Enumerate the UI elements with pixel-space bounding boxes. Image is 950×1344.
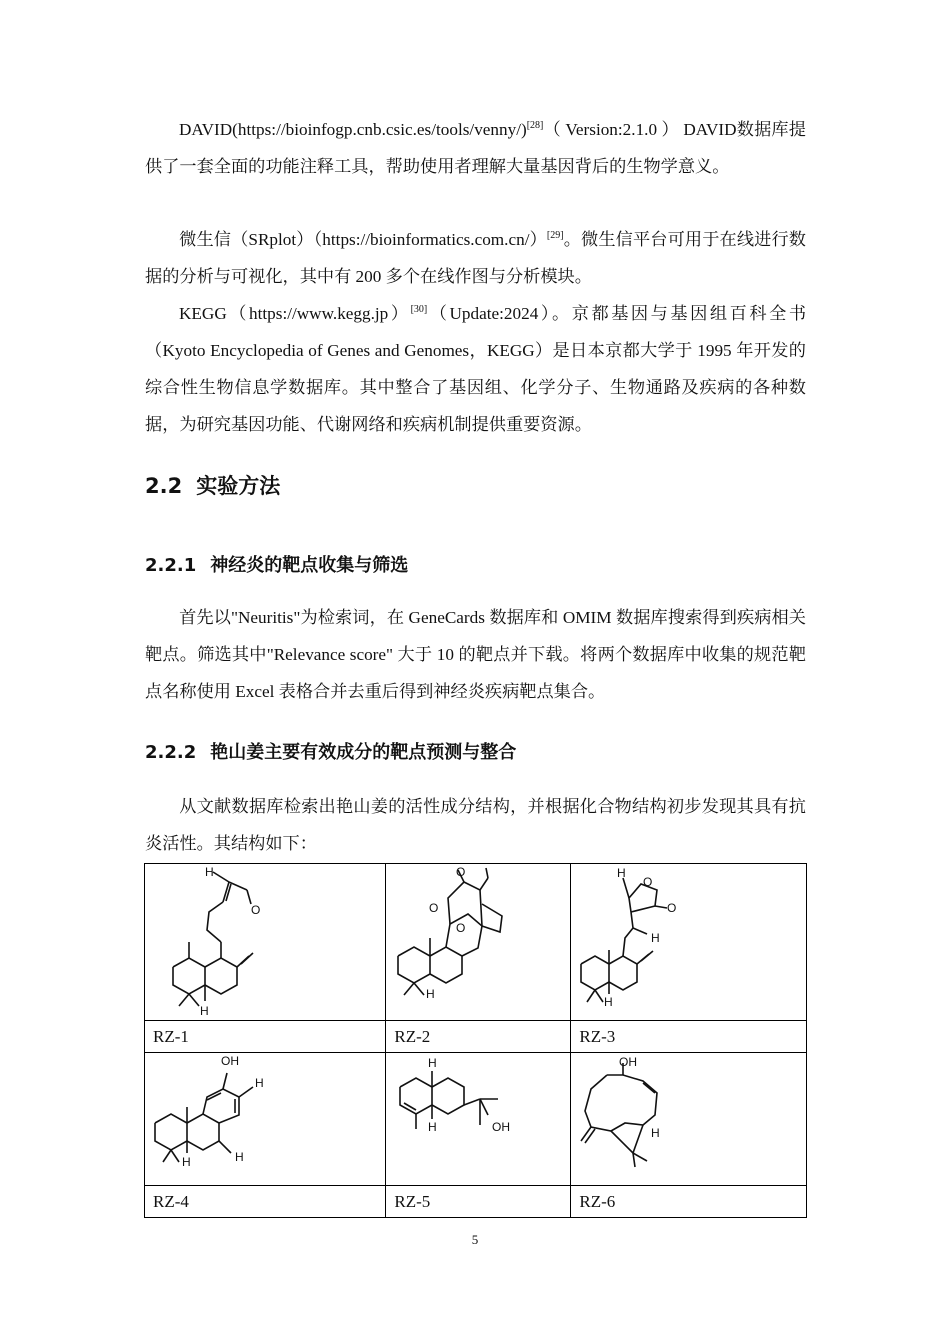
david-description: （ Version:2.1.0 ） DAVID数据库提供了一套全面的功能注释工具，帮助使用者理解大量基因背后的生物学意义。 [145,120,806,176]
label-rz-4: RZ-4 [145,1186,386,1218]
label-rz-5: RZ-5 [386,1186,571,1218]
rz-2-structure-icon [386,864,569,1020]
atom-oh-label: OH [221,1054,239,1068]
kegg-description: （Update:2024）。京都基因与基因组百科全书（Kyoto Encyclopedia of Genes and Genomes，KEGG）是日本京都大学于 1995 年开发的综合性生物信息学数据库。其中整合了基因组、化学分子、生物通路及疾病的各种数据，为研究基因功能、代谢网络和疾病机制提供重要资源。 [145,304,807,434]
structure-label-row [145,1186,807,1218]
kegg-url-text: KEGG（https://www.kegg.jp） [179,304,411,323]
atom-h-label: H [428,1056,438,1070]
structure-label-row [145,1021,807,1053]
section-number: 2.2 [145,474,183,498]
srplot-url-text: 微生信（SRplot）（https://bioinformatics.com.cn/） [179,230,547,249]
label-rz-3: RZ-3 [571,1021,807,1053]
rz-4-structure-icon [145,1053,387,1185]
atom-oh-label: OH [619,1055,638,1069]
subsection-title: 艳山姜主要有效成分的靶点预测与整合 [210,742,517,763]
atom-o-label: O [456,865,466,879]
neuritis-text: 首先以"Neuritis"为检索词，在 GeneCards 数据库和 OMIM 数据库搜索得到疾病相关靶点。筛选其中"Relevance score" 大于 10 的靶点并下载。将两个数据库中收集的规范靶点名称使用 Excel 表格合并去重后得到神经炎疾病靶点集合。 [145,608,806,701]
structure-rz-1 [145,864,386,1021]
david-url-text: DAVID(https://bioinfogp.cnb.csic.es/tools/venny/) [179,120,527,139]
atom-h-label: H [604,995,614,1009]
subsection-heading-2-2-1 [145,551,408,577]
structure-rz-3 [571,864,807,1021]
label-rz-2: RZ-2 [386,1021,571,1053]
page-number: 5 [471,1232,479,1247]
structure-table [144,863,807,1218]
srplot-description: 。微生信平台可用于在线进行数据的分析与可视化，其中有 200 多个在线作图与分析模块。 [145,230,806,286]
paragraph-compounds [145,788,806,862]
label-rz-6: RZ-6 [571,1186,807,1218]
atom-oh-label: OH [492,1120,511,1134]
structure-rz-2 [386,864,571,1021]
structure-image-row [145,864,807,1021]
paragraph-srplot [145,221,806,295]
atom-o-label: O [667,901,677,915]
atom-h-label: H [235,1150,244,1164]
atom-h-label: H [255,1076,264,1090]
atom-h-label: H [428,1120,438,1134]
citation-30: [30] [410,304,428,315]
label-rz-1: RZ-1 [145,1021,386,1053]
rz-5-structure-icon [386,1053,569,1185]
atom-h-label: H [426,987,436,1001]
subsection-title: 神经炎的靶点收集与筛选 [210,555,409,576]
atom-h-label: H [651,1126,661,1140]
subsection-heading-2-2-2 [145,738,516,764]
structure-rz-5 [386,1053,571,1186]
paragraph-david [145,111,806,185]
structure-rz-4 [145,1053,386,1186]
structure-rz-6 [571,1053,807,1186]
atom-h-label: H [200,1004,209,1018]
atom-h-label: H [651,931,661,945]
atom-h-label: H [617,866,627,880]
rz-3-structure-icon [571,864,807,1020]
section-title: 实验方法 [196,474,281,498]
atom-o-label: O [456,921,466,935]
rz-6-structure-icon [571,1053,807,1185]
rz-1-structure-icon [145,864,387,1020]
subsection-number: 2.2.1 [145,555,197,576]
atom-o-label: O [429,901,439,915]
subsection-number: 2.2.2 [145,742,197,763]
compounds-text: 从文献数据库检索出艳山姜的活性成分结构，并根据化合物结构初步发现其具有抗炎活性。其结构如下： [145,797,806,853]
structure-image-row [145,1053,807,1186]
atom-o-label: O [251,903,261,917]
atom-h-label: H [182,1155,191,1169]
citation-29: [29] [546,230,564,241]
paragraph-neuritis [145,599,806,710]
atom-o-label: O [643,875,653,889]
paragraph-kegg [145,295,806,443]
atom-h-label: H [205,865,214,879]
citation-28: [28] [526,120,544,131]
section-heading-2-2 [145,470,280,500]
